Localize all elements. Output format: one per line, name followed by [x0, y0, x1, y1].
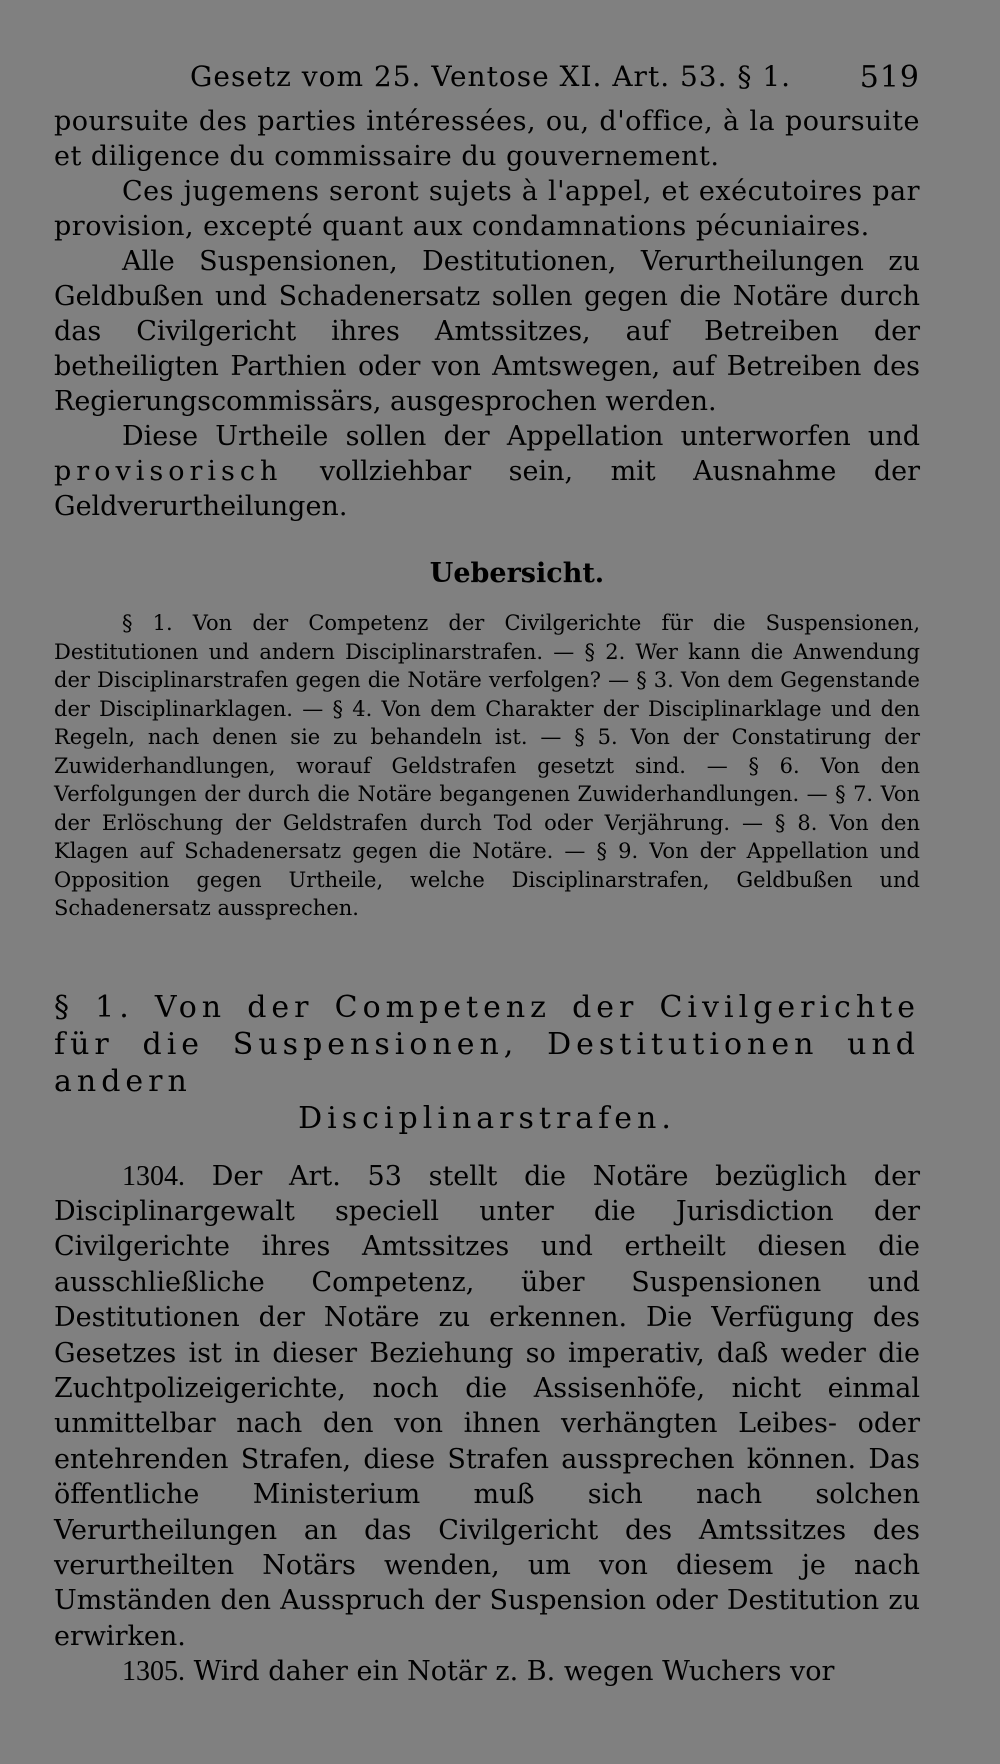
section-heading-main: § 1. Von der Competenz der Civilgerichte für die Suspensionen, Destitutionen und andern — [54, 989, 920, 1099]
german-paragraph-1: Alle Suspensionen, Destitutionen, Verurtheilungen zu Geldbußen und Schadenersatz sollen gegen die Notäre durch das Civilgericht ihres Amtssitzes, auf Betreiben der betheiligten Parthien oder von Amtswegen, auf Betreiben des Regierungscommissärs, ausgesprochen werden. — [54, 246, 920, 417]
running-head — [54, 60, 920, 104]
paragraph-text: Der Art. 53 stellt die Notäre bezüglich der Disciplinargewalt speciell unter die Jurisdiction der Civilgerichte ihres Amtssitzes und ertheilt diesen die ausschließliche Competenz, über Suspensionen und Destitutionen der Notäre zu erkennen. Die Verfügung des Gesetzes ist in dieser Beziehung so imperativ, daß weder die Zuchtpolizeigerichte, noch die Assisenhöfe, nicht einmal unmittelbar nach den von ihnen verhängten Leibes- oder entehrenden Strafen, diese Strafen aussprechen können. Das öffentliche Ministerium muß sich nach solchen Verurtheilungen an das Civilgericht des Amtssitzes des verurtheilten Notärs wenden, um von diesem je nach Umständen den Ausspruch der Suspension oder Destitution zu erwirken. — [54, 1160, 920, 1652]
paragraph-number: 1305. — [122, 1656, 185, 1688]
german-paragraph-2-rest: vollziehbar sein, mit Ausnahme der Geldverurtheilungen. — [54, 456, 920, 522]
page-number: 519 — [859, 60, 920, 95]
german-paragraph-2-lead: Diese Urtheile sollen der Appellation unterworfen und — [122, 421, 920, 452]
overview-title: Uebersicht. — [429, 558, 605, 589]
german-paragraph-2 — [54, 419, 920, 524]
paragraph-1304 — [54, 1159, 920, 1655]
section-heading-last-line: Disciplinarstrafen. — [298, 1100, 676, 1136]
section-heading — [54, 989, 920, 1137]
paragraph-text: Wird daher ein Notär z. B. wegen Wuchers vor — [193, 1656, 835, 1688]
running-title: Gesetz vom 25. Ventose XI. Art. 53. § 1. — [190, 60, 792, 93]
french-paragraph-2: Ces jugemens seront sujets à l'appel, et exécutoires par provision, excepté quant aux condamnations pécuniaires. — [54, 176, 920, 242]
overview-text: § 1. Von der Competenz der Civilgerichte für die Suspensionen, Destitutionen und andern Disciplinarstrafen. — § 2. Wer kann die Anwendung der Disciplinarstrafen gegen die Notäre verfolgen? — § 3. Von dem Gegenstande der Disciplinarklagen. — § 4. Von dem Charakter der Disciplinarklage und den Regeln, nach denen sie zu behandeln ist. — § 5. Von der Constatirung der Zuwiderhandlungen, worauf Geldstrafen gesetzt sind. — § 6. Von den Verfolgungen der durch die Notäre begangenen Zuwiderhandlungen. — § 7. Von der Erlöschung der Geldstrafen durch Tod oder Verjährung. — § 8. Von den Klagen auf Schadenersatz gegen die Notäre. — § 9. Von der Appellation und Opposition gegen Urtheile, welche Disciplinarstrafen, Geldbußen und Schadenersatz aussprechen. — [54, 611, 920, 920]
paragraph-number: 1304. — [122, 1160, 185, 1192]
french-paragraph-1: poursuite des parties intéressées, ou, d'office, à la poursuite et diligence du commissaire du gouvernement. — [54, 106, 920, 172]
german-paragraph-2-spaced: provisorisch — [54, 456, 283, 487]
paragraph-1305 — [54, 1654, 920, 1689]
